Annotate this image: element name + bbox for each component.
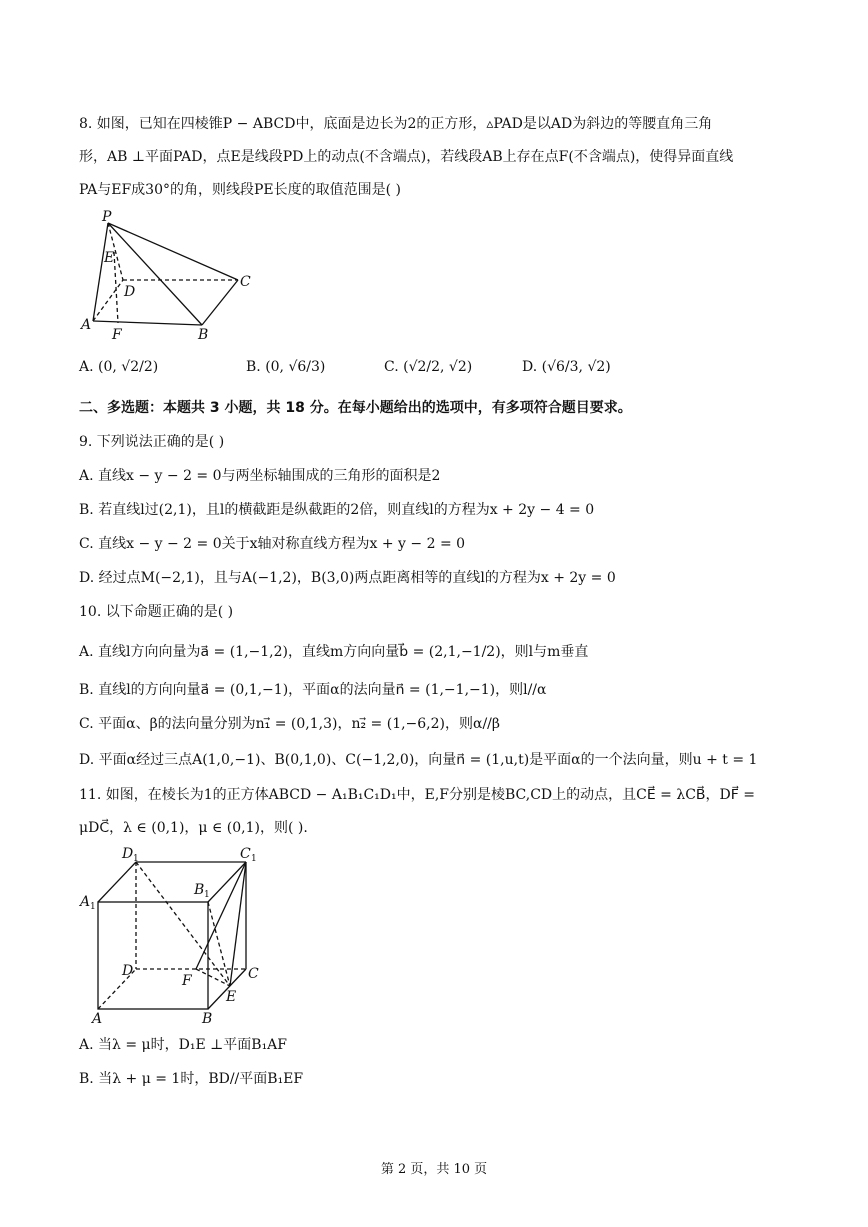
q8-line3: PA与EF成30°的角，则线段PE长度的取值范围是( )	[79, 182, 402, 198]
label-A1-sub: 1	[90, 902, 96, 912]
q10-option-c: C. 平面α、β的法向量分别为n₁⃗ = (0,1,3)，n₂⃗ = (1,−6,2)，则α//β	[79, 716, 500, 732]
q11-line2: μDC⃗，λ ∈ (0,1)，μ ∈ (0,1)，则( ).	[79, 820, 308, 836]
q10-option-a: A. 直线l方向向量为a⃗ = (1,−1,2)，直线m方向向量b⃗ = (2,1,−1/2)，则l与m垂直	[79, 644, 589, 660]
q8-option-b: B. (0, √6/3)	[246, 359, 326, 375]
q9-option-d: D. 经过点M(−2,1)，且与A(−1,2)，B(3,0)两点距离相等的直线l的方程为x + 2y = 0	[79, 570, 616, 586]
q9-stem: 9. 下列说法正确的是( )	[79, 434, 225, 450]
label-F: F	[182, 973, 192, 989]
q8-line1: 8. 如图，已知在四棱锥P − ABCD中，底面是边长为2的正方形，▵PAD是以AD为斜边的等腰直角三角	[79, 116, 713, 132]
label-D1: D	[122, 846, 134, 862]
label-B: B	[198, 327, 209, 343]
label-E: E	[104, 250, 115, 266]
q11-option-a: A. 当λ = μ时，D₁E ⊥平面B₁AF	[79, 1037, 288, 1053]
label-P: P	[102, 209, 112, 225]
label-D: D	[124, 284, 136, 300]
page-footer: 第 2 页，共 10 页	[380, 1162, 488, 1177]
q8-option-c: C. (√2/2, √2)	[384, 359, 473, 375]
q9-option-a: A. 直线x − y − 2 = 0与两坐标轴围成的三角形的面积是2	[79, 468, 441, 484]
pyramid-figure	[78, 205, 258, 345]
q10-stem: 10. 以下命题正确的是( )	[79, 604, 234, 620]
label-C: C	[240, 274, 251, 290]
label-C1: C	[240, 846, 251, 862]
q9-option-b: B. 若直线l过(2,1)，且l的横截距是纵截距的2倍，则直线l的方程为x + 2y − 4 = 0	[79, 502, 595, 518]
q8-option-a: A. (0, √2/2)	[79, 359, 159, 375]
label-A: A	[81, 317, 92, 333]
label-A: A	[92, 1011, 103, 1027]
label-D: D	[122, 963, 134, 979]
label-D1-sub: 1	[133, 854, 139, 864]
label-B1-sub: 1	[204, 890, 210, 900]
label-F: F	[112, 327, 122, 343]
label-A1: A	[80, 894, 91, 910]
q11-line1: 11. 如图，在棱长为1的正方体ABCD − A₁B₁C₁D₁中，E,F分别是棱BC,CD上的动点，且CE⃗ = λCB⃗，DF⃗ =	[79, 787, 755, 803]
section-heading: 二、多选题：本题共 3 小题，共 18 分。在每小题给出的选项中，有多项符合题目要求。	[79, 400, 632, 416]
q8-option-d: D. (√6/3, √2)	[522, 359, 611, 375]
label-B1: B	[194, 882, 205, 898]
q9-option-c: C. 直线x − y − 2 = 0关于x轴对称直线方程为x + y − 2 = 0	[79, 536, 466, 552]
label-B: B	[202, 1011, 213, 1027]
label-C1-sub: 1	[251, 854, 257, 864]
cube-figure	[78, 842, 268, 1027]
q10-option-b: B. 直线l的方向向量a⃗ = (0,1,−1)，平面α的法向量n⃗ = (1,−1,−1)，则l//α	[79, 682, 547, 698]
q11-option-b: B. 当λ + μ = 1时，BD//平面B₁EF	[79, 1071, 304, 1087]
label-E: E	[226, 989, 237, 1005]
q10-option-d: D. 平面α经过三点A(1,0,−1)、B(0,1,0)、C(−1,2,0)，向量n⃗ = (1,u,t)是平面α的一个法向量，则u + t = 1	[79, 752, 758, 768]
q8-line2: 形，AB ⊥平面PAD，点E是线段PD上的动点(不含端点)，若线段AB上存在点F(不含端点)，使得异面直线	[79, 149, 734, 165]
label-C: C	[248, 966, 259, 982]
